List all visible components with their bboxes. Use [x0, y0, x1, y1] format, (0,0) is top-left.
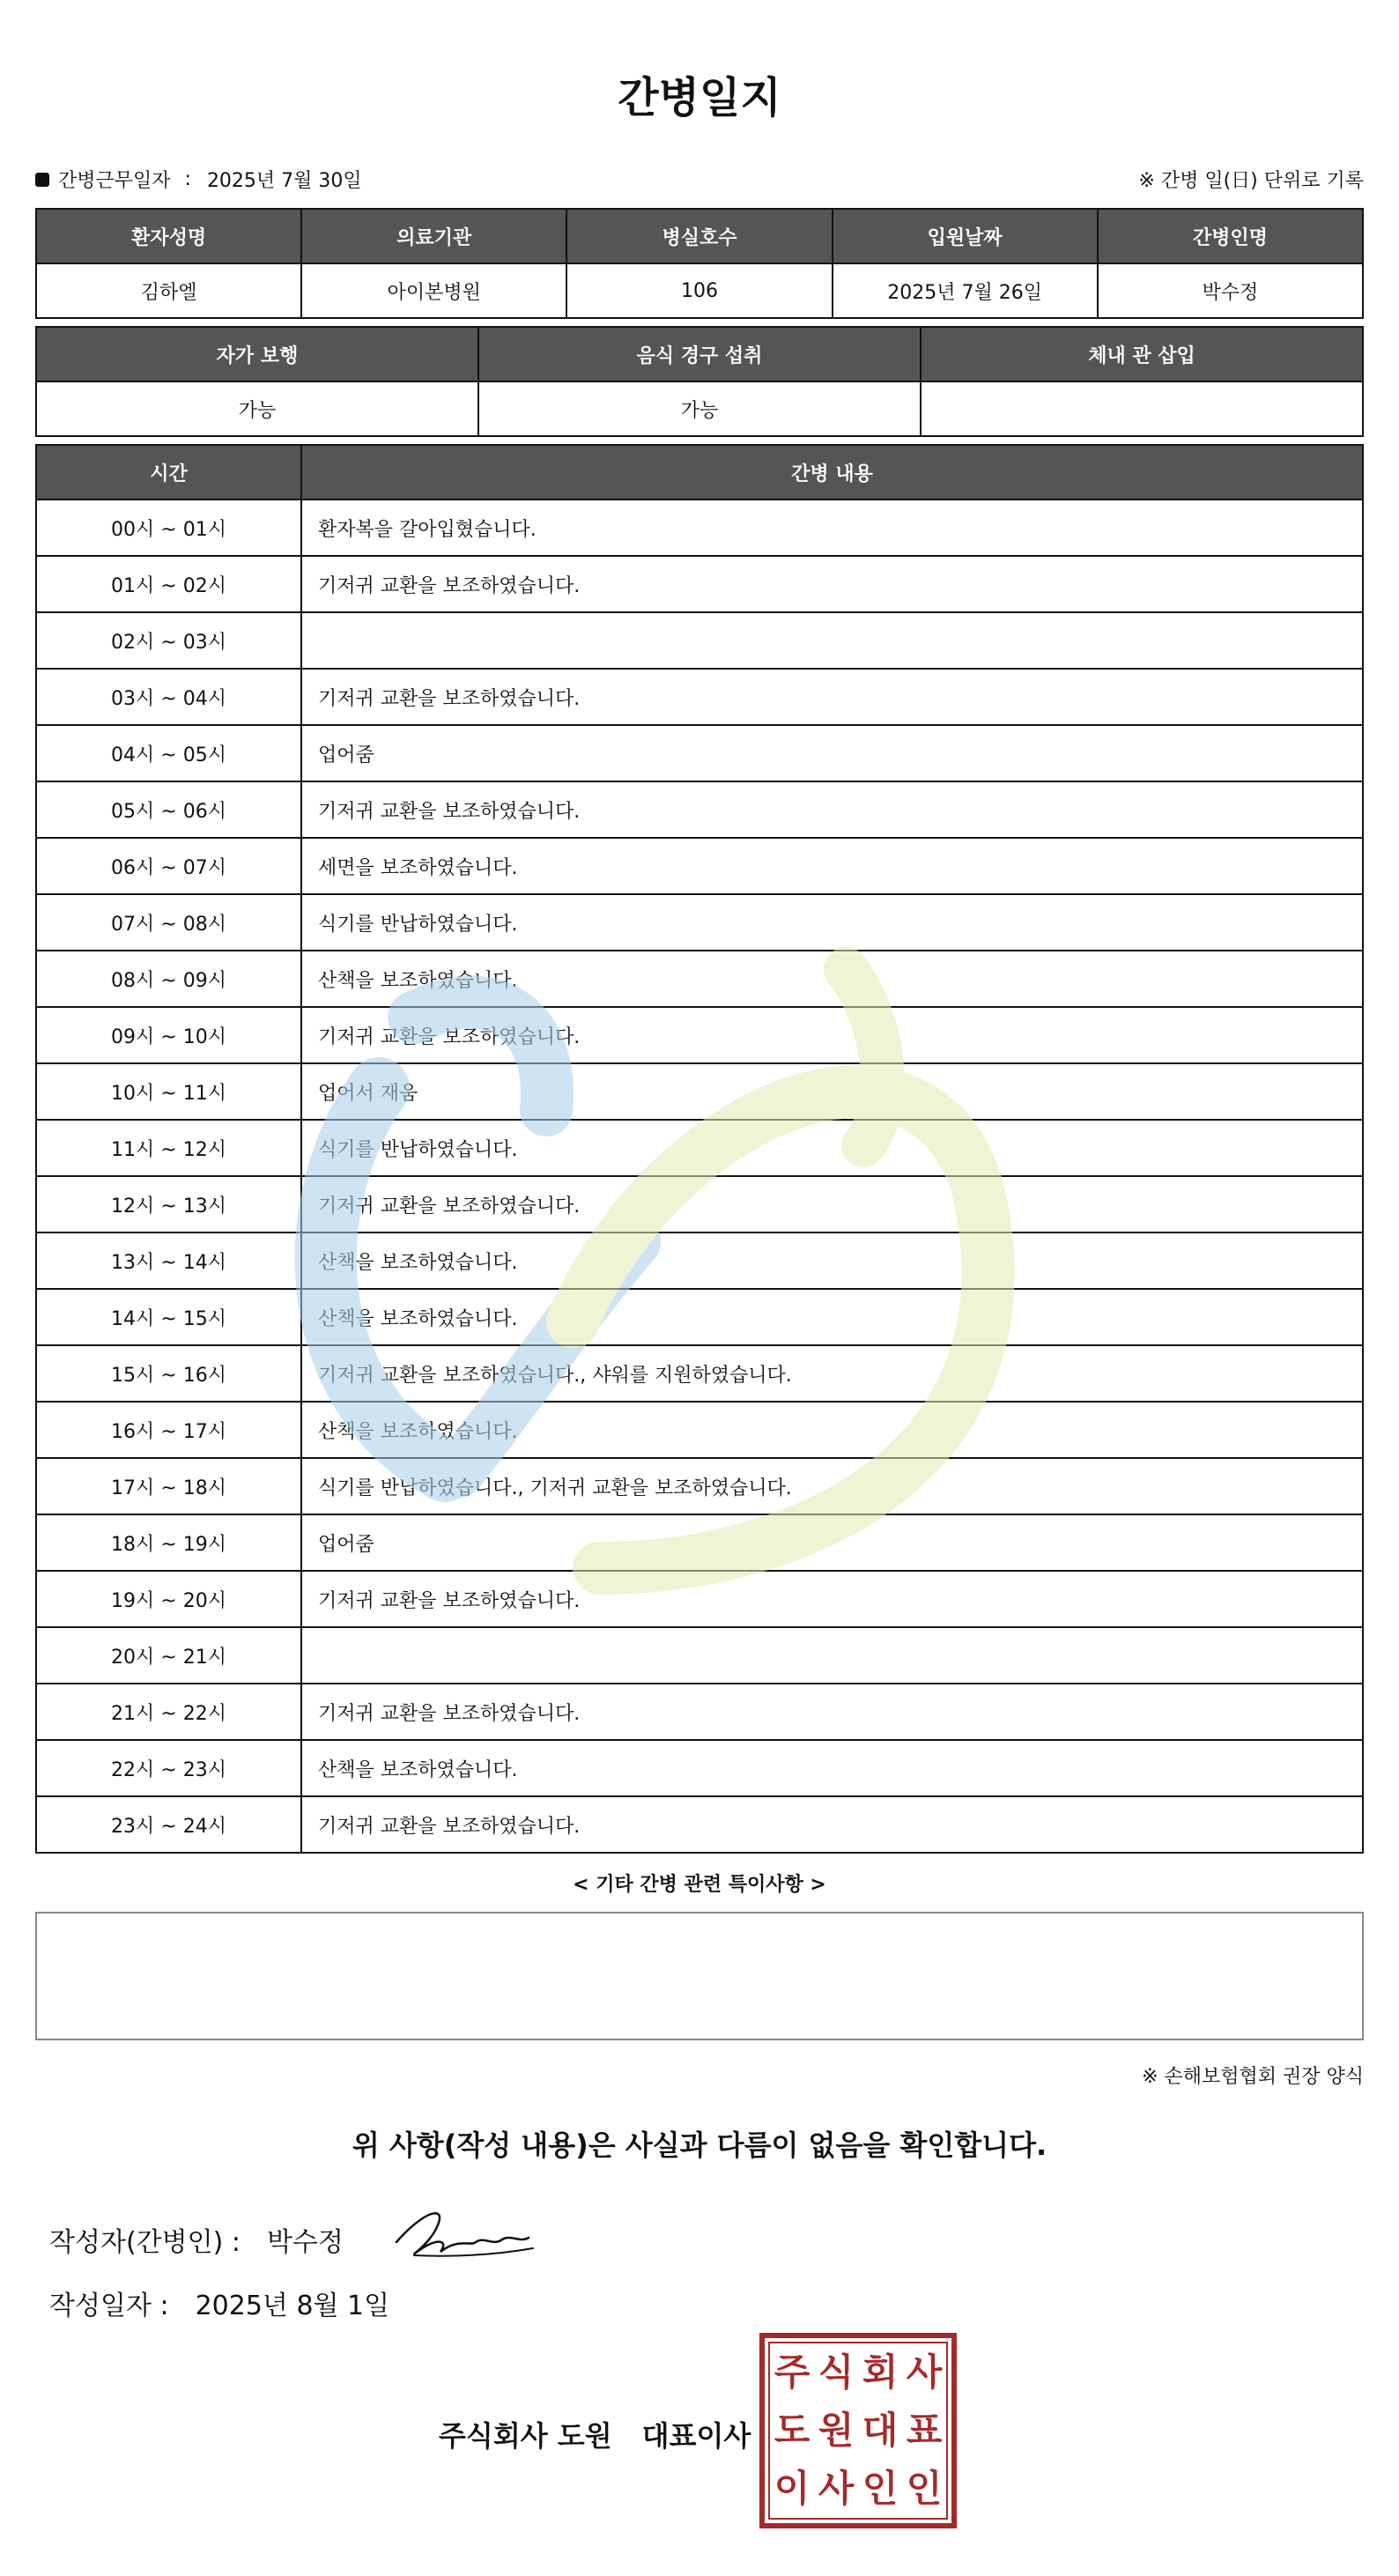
log-content-cell: 기저귀 교환을 보조하였습니다. — [301, 1176, 1363, 1232]
seal-character: 이 — [774, 2467, 811, 2510]
header-tube-insertion: 체내 관 삽입 — [921, 327, 1363, 381]
self-walking-value: 가능 — [36, 381, 478, 436]
log-content-cell: 산책을 보조하였습니다. — [301, 1289, 1363, 1345]
log-content-cell: 기저귀 교환을 보조하였습니다. — [301, 1007, 1363, 1063]
header-caregiver: 간병인명 — [1098, 209, 1363, 263]
company-seal-stamp — [759, 2333, 957, 2528]
log-row — [36, 1120, 1363, 1176]
log-content-cell: 업어서 재움 — [301, 1063, 1363, 1120]
log-row — [36, 1627, 1363, 1684]
log-content-cell: 기저귀 교환을 보조하였습니다. — [301, 1684, 1363, 1740]
confirmation-statement: 위 사항(작성 내용)은 사실과 다름이 없음을 확인합니다. — [352, 2128, 1047, 2162]
log-content-cell: 기저귀 교환을 보조하였습니다. — [301, 556, 1363, 612]
log-time-cell: 15시 ~ 16시 — [36, 1345, 301, 1402]
written-date-line — [49, 2284, 389, 2322]
log-row — [36, 612, 1363, 669]
form-note: ※ 손해보험협회 권장 양식 — [1142, 2066, 1364, 2088]
log-time-cell: 10시 ~ 11시 — [36, 1063, 301, 1120]
log-content-cell: 환자복을 갈아입혔습니다. — [301, 500, 1363, 556]
log-content-cell: 산책을 보조하였습니다. — [301, 1402, 1363, 1458]
log-content-cell: 식기를 반납하였습니다. — [301, 1120, 1363, 1176]
log-time-cell: 11시 ~ 12시 — [36, 1120, 301, 1176]
ceo-title: 대표이사 — [641, 2419, 751, 2453]
log-content-cell: 기저귀 교환을 보조하였습니다., 샤워를 지원하였습니다. — [301, 1345, 1363, 1402]
seal-character: 대 — [862, 2409, 899, 2452]
care-log-table — [35, 444, 1364, 1854]
writer-line — [49, 2220, 344, 2259]
log-row — [36, 1063, 1363, 1120]
oral-intake-value: 가능 — [478, 381, 921, 436]
log-content-cell: 업어줌 — [301, 725, 1363, 781]
log-time-cell: 19시 ~ 20시 — [36, 1571, 301, 1627]
seal-character: 사 — [818, 2467, 855, 2510]
written-date-label: 작성일자 : — [49, 2291, 169, 2321]
log-row — [36, 1232, 1363, 1289]
document-title: 간병일지 — [618, 73, 781, 122]
log-content-cell: 업어줌 — [301, 1514, 1363, 1571]
log-time-cell: 04시 ~ 05시 — [36, 725, 301, 781]
patient-value-row — [36, 263, 1363, 318]
work-date-value: 2025년 7월 30일 — [206, 170, 362, 192]
header-admission-date: 입원날짜 — [833, 209, 1098, 263]
patient-status-table — [35, 326, 1364, 437]
log-row — [36, 1402, 1363, 1458]
written-date-value: 2025년 8월 1일 — [195, 2291, 390, 2321]
log-content-cell: 식기를 반납하였습니다. — [301, 894, 1363, 951]
log-row — [36, 556, 1363, 612]
log-row — [36, 951, 1363, 1007]
remarks-box — [35, 1912, 1364, 2040]
seal-character: 인 — [862, 2467, 899, 2510]
log-time-cell: 14시 ~ 15시 — [36, 1289, 301, 1345]
work-date-separator: : — [184, 168, 191, 190]
status-header-row — [36, 327, 1363, 381]
log-header-row — [36, 445, 1363, 500]
log-row — [36, 838, 1363, 894]
company-line — [439, 2414, 751, 2454]
log-time-cell: 07시 ~ 08시 — [36, 894, 301, 951]
signature-image — [388, 2194, 537, 2273]
writer-name: 박수정 — [266, 2227, 344, 2258]
log-row — [36, 1458, 1363, 1514]
log-time-cell: 00시 ~ 01시 — [36, 500, 301, 556]
log-time-cell: 16시 ~ 17시 — [36, 1402, 301, 1458]
log-time-cell: 09시 ~ 10시 — [36, 1007, 301, 1063]
seal-character: 회 — [862, 2350, 899, 2394]
log-content-cell: 세면을 보조하였습니다. — [301, 838, 1363, 894]
status-value-row — [36, 381, 1363, 436]
writer-label: 작성자(간병인) : — [49, 2227, 241, 2258]
seal-character: 표 — [906, 2409, 943, 2452]
unit-note: ※ 간병 일(日) 단위로 기록 — [1138, 170, 1364, 192]
log-row — [36, 1007, 1363, 1063]
log-row — [36, 781, 1363, 838]
caregiver-name: 박수정 — [1098, 263, 1363, 318]
patient-header-row — [36, 209, 1363, 263]
log-content-cell: 산책을 보조하였습니다. — [301, 1232, 1363, 1289]
work-date-label: 간병근무일자 — [58, 170, 171, 192]
log-content-cell: 산책을 보조하였습니다. — [301, 1740, 1363, 1796]
log-time-cell: 03시 ~ 04시 — [36, 669, 301, 725]
log-time-cell: 22시 ~ 23시 — [36, 1740, 301, 1796]
log-row — [36, 1289, 1363, 1345]
hospital-name: 아이본병원 — [301, 263, 566, 318]
log-time-cell: 12시 ~ 13시 — [36, 1176, 301, 1232]
log-content-cell: 기저귀 교환을 보조하였습니다. — [301, 669, 1363, 725]
room-number: 106 — [566, 263, 832, 318]
log-time-cell: 01시 ~ 02시 — [36, 556, 301, 612]
log-time-cell: 08시 ~ 09시 — [36, 951, 301, 1007]
seal-character: 도 — [774, 2409, 811, 2452]
log-content-cell: 기저귀 교환을 보조하였습니다. — [301, 781, 1363, 838]
log-time-cell: 23시 ~ 24시 — [36, 1796, 301, 1853]
log-row — [36, 1684, 1363, 1740]
bullet-icon — [35, 173, 49, 187]
log-row — [36, 1796, 1363, 1853]
header-patient-name: 환자성명 — [36, 209, 301, 263]
log-row — [36, 725, 1363, 781]
seal-character: 사 — [906, 2350, 943, 2394]
header-care-content: 간병 내용 — [301, 445, 1363, 500]
log-row — [36, 1514, 1363, 1571]
log-time-cell: 02시 ~ 03시 — [36, 612, 301, 669]
tube-insertion-value — [921, 381, 1363, 436]
seal-character: 원 — [818, 2409, 855, 2452]
work-date-line — [35, 166, 362, 193]
patient-info-table — [35, 208, 1364, 319]
log-content-cell — [301, 1627, 1363, 1684]
header-hospital: 의료기관 — [301, 209, 566, 263]
log-content-cell: 기저귀 교환을 보조하였습니다. — [301, 1796, 1363, 1853]
log-time-cell: 06시 ~ 07시 — [36, 838, 301, 894]
admission-date: 2025년 7월 26일 — [833, 263, 1098, 318]
seal-character: 식 — [818, 2350, 855, 2394]
log-content-cell — [301, 612, 1363, 669]
log-row — [36, 669, 1363, 725]
log-time-cell: 20시 ~ 21시 — [36, 1627, 301, 1684]
log-time-cell: 18시 ~ 19시 — [36, 1514, 301, 1571]
seal-character: 인 — [906, 2467, 943, 2510]
log-row — [36, 1740, 1363, 1796]
log-row — [36, 894, 1363, 951]
header-time: 시간 — [36, 445, 301, 500]
log-content-cell: 산책을 보조하였습니다. — [301, 951, 1363, 1007]
remarks-title: < 기타 간병 관련 특이사항 > — [573, 1874, 826, 1896]
log-time-cell: 13시 ~ 14시 — [36, 1232, 301, 1289]
log-row — [36, 1571, 1363, 1627]
log-time-cell: 17시 ~ 18시 — [36, 1458, 301, 1514]
patient-name: 김하엘 — [36, 263, 301, 318]
log-content-cell: 기저귀 교환을 보조하였습니다. — [301, 1571, 1363, 1627]
header-oral-intake: 음식 경구 섭취 — [478, 327, 921, 381]
log-row — [36, 1176, 1363, 1232]
seal-character: 주 — [774, 2350, 811, 2394]
log-row — [36, 500, 1363, 556]
header-self-walking: 자가 보행 — [36, 327, 478, 381]
log-content-cell: 식기를 반납하였습니다., 기저귀 교환을 보조하였습니다. — [301, 1458, 1363, 1514]
log-time-cell: 05시 ~ 06시 — [36, 781, 301, 838]
log-row — [36, 1345, 1363, 1402]
log-time-cell: 21시 ~ 22시 — [36, 1684, 301, 1740]
company-name: 주식회사 도원 — [439, 2419, 612, 2453]
header-room: 병실호수 — [566, 209, 832, 263]
